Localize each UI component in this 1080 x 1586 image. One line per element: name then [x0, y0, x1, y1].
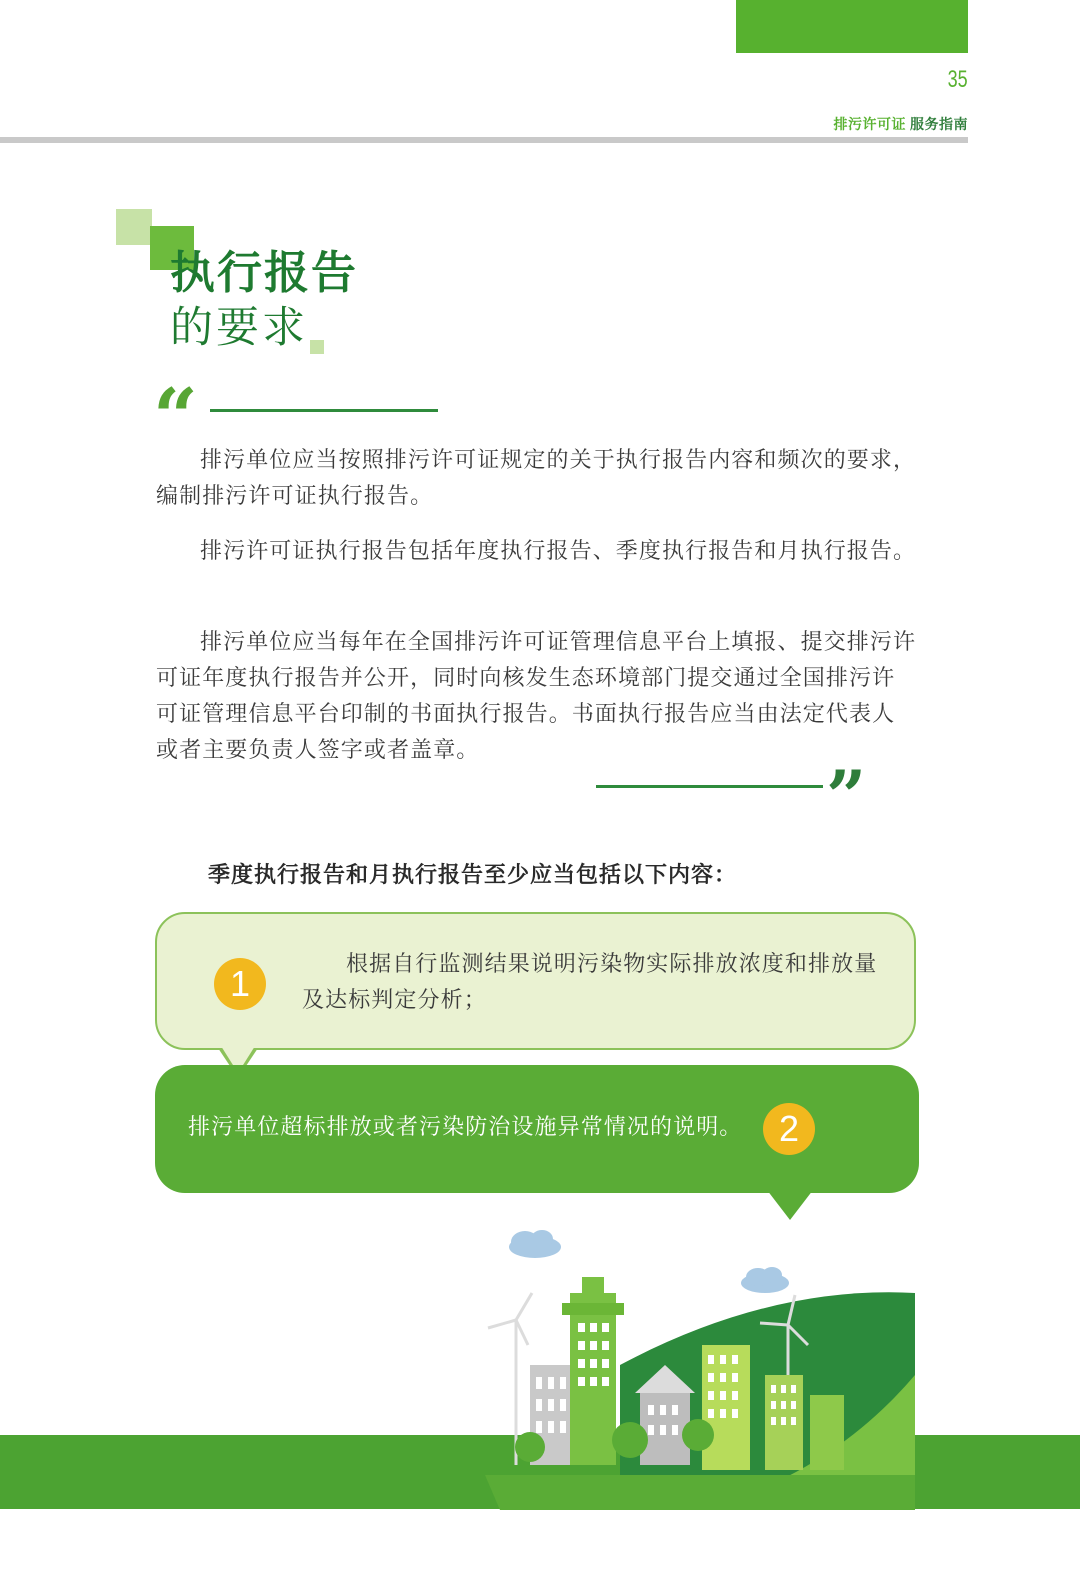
item-text-2: 排污单位超标排放或者污染防治设施异常情况的说明。 — [188, 1115, 743, 1140]
header-tab-block — [736, 0, 968, 53]
page-title-line1: 执行报告 — [170, 246, 359, 299]
running-head — [834, 114, 969, 134]
quote-paragraph-2: 排污许可证执行报告包括年度执行报告、季度执行报告和月执行报告。 — [200, 539, 917, 564]
close-quote-icon: ” — [826, 755, 867, 838]
title-decor-square-small — [310, 340, 324, 354]
open-quote-icon: “ — [153, 372, 198, 463]
running-head-right: 服务指南 — [910, 117, 968, 133]
quote-paragraph-3: 排污单位应当每年在全国排污许可证管理信息平台上填报、提交排污许可证年度执行报告并公开，同时向核发生态环境部门提交通过全国排污许可证管理信息平台印制的书面执行报告。书面执行报告应当由法定代表人或者主要负责人签字或者盖章。 — [156, 630, 917, 763]
item-text-1: 根据自行监测结果说明污染物实际排放浓度和排放量及达标判定分析； — [302, 952, 878, 1013]
header-rule — [0, 137, 968, 143]
quote-paragraph-1: 排污单位应当按照排污许可证规定的关于执行报告内容和频次的要求，编制排污许可证执行报告。 — [156, 448, 917, 509]
page-title-line2: 的要求 — [170, 303, 308, 353]
quote-rule-bottom — [596, 785, 823, 788]
page-number: 35 — [947, 66, 968, 93]
section-subheading: 季度执行报告和月执行报告至少应当包括以下内容： — [208, 863, 738, 888]
item-number-1-badge: 1 — [214, 958, 266, 1010]
item-number-2-badge: 2 — [763, 1103, 815, 1155]
item-bubble-2-tail — [767, 1190, 813, 1220]
running-head-left: 排污许可证 — [833, 117, 906, 133]
title-decor-square-light — [116, 209, 152, 245]
green-city-icon — [470, 1225, 930, 1515]
quote-rule-top — [210, 409, 438, 412]
